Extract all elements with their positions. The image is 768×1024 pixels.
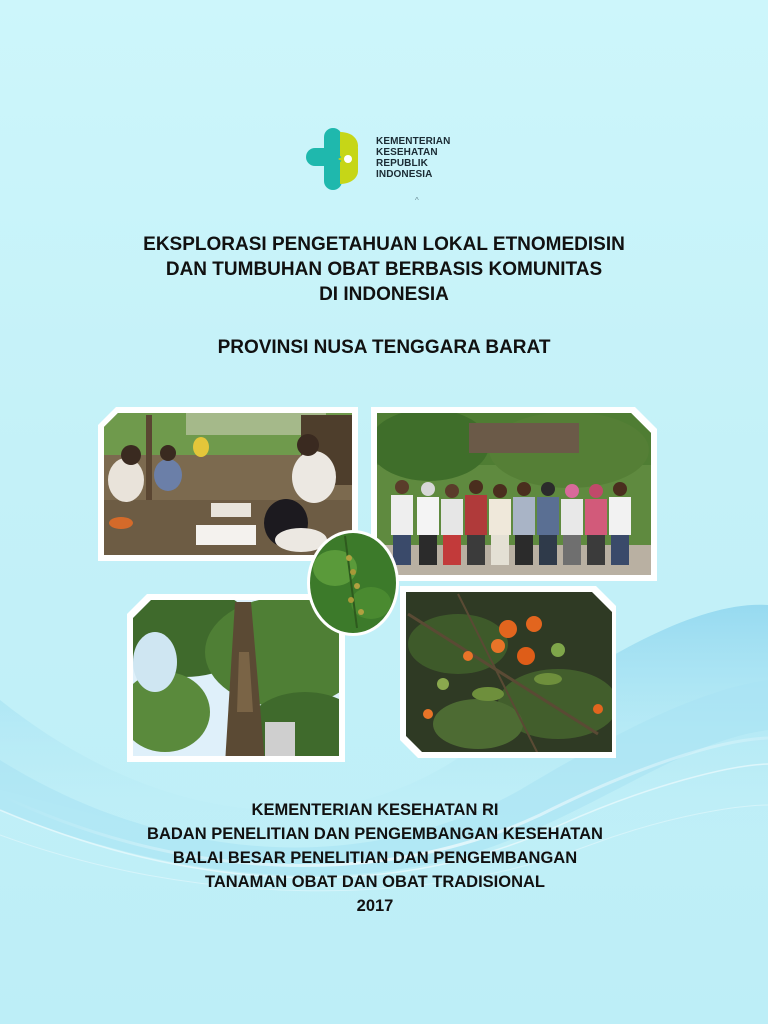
publisher-line: KEMENTERIAN KESEHATAN RI [251,801,499,819]
logo-line: KESEHATAN [376,147,438,158]
logo-text [376,136,450,180]
logo-line: REPUBLIK [376,158,428,169]
province-title [0,335,768,360]
fruit-photo [398,584,618,760]
title-line: DAN TUMBUHAN OBAT BERBASIS KOMUNITAS [165,259,603,280]
document-title [0,232,768,307]
province-label: PROVINSI NUSA TENGGARA BARAT [217,337,551,358]
title-line: EKSPLORASI PENGETAHUAN LOKAL ETNOMEDISIN [143,234,625,255]
logo-line: INDONESIA [376,169,433,180]
small-mark: ^ [415,196,419,205]
logo-line: KEMENTERIAN [376,136,451,147]
publisher-block [0,798,750,918]
ministry-logo [304,126,464,194]
group-photo [369,405,659,583]
kemenkes-logo-icon [304,126,368,192]
title-line: DI INDONESIA [319,284,449,305]
publisher-line: BADAN PENELITIAN DAN PENGEMBANGAN KESEHATAN [147,825,603,843]
flower-circle-photo [305,528,401,638]
publisher-line: TANAMAN OBAT DAN OBAT TRADISIONAL [204,873,546,891]
publisher-line: BALAI BESAR PENELITIAN DAN PENGEMBANGAN [172,849,578,867]
publication-year: 2017 [356,897,394,915]
